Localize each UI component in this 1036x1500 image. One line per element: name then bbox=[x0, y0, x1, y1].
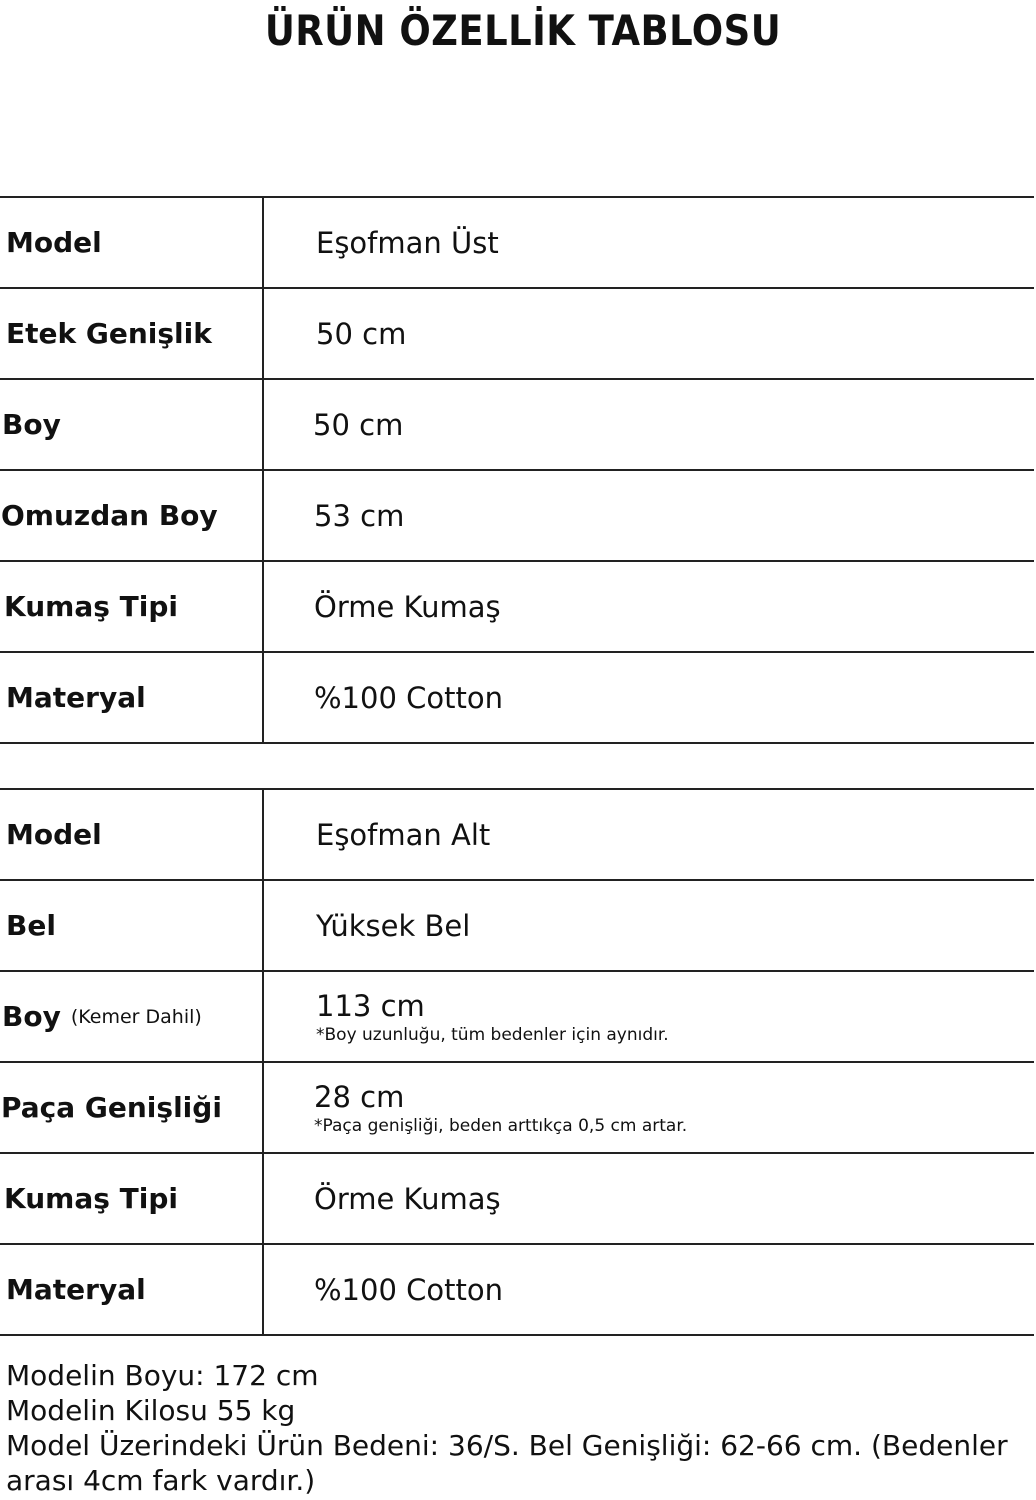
model-size: Model Üzerindeki Ürün Bedeni: 36/S. Bel Genişliği: 62-66 cm. (Bedenler arası 4cm fark vardır.) bbox=[6, 1429, 1008, 1497]
model-weight: Modelin Kilosu 55 kg bbox=[6, 1394, 296, 1427]
spec-row-paca-genisligi bbox=[0, 1063, 1034, 1154]
spec-row-bel bbox=[0, 881, 1034, 972]
spec-value: 53 cm bbox=[314, 498, 405, 533]
spec-value: 28 cm *Paça genişliği, beden arttıkça 0,5 cm artar. bbox=[314, 1079, 688, 1136]
spec-row-model bbox=[0, 198, 1034, 289]
spec-value: 50 cm bbox=[313, 407, 404, 442]
top-spec-table bbox=[0, 196, 1034, 744]
spec-label: Kumaş Tipi bbox=[4, 590, 178, 623]
column-divider bbox=[262, 289, 264, 378]
spec-label: Materyal bbox=[6, 681, 146, 714]
spec-note: *Paça genişliği, beden arttıkça 0,5 cm artar. bbox=[314, 1115, 688, 1136]
column-divider bbox=[262, 653, 264, 742]
spec-row-boy bbox=[0, 380, 1034, 471]
spec-label: Omuzdan Boy bbox=[1, 499, 218, 532]
spec-label: Bel bbox=[6, 909, 56, 942]
column-divider bbox=[262, 790, 264, 879]
spec-label: Boy bbox=[2, 408, 61, 441]
spec-label: Model bbox=[6, 226, 102, 259]
spec-label: Kumaş Tipi bbox=[4, 1182, 178, 1215]
spec-row-omuzdan-boy bbox=[0, 471, 1034, 562]
model-info bbox=[6, 1358, 1026, 1498]
spec-value: Eşofman Alt bbox=[316, 817, 491, 852]
column-divider bbox=[262, 562, 264, 651]
spec-value: Yüksek Bel bbox=[316, 908, 471, 943]
spec-row-kumas-tipi bbox=[0, 562, 1034, 653]
spec-value: %100 Cotton bbox=[314, 1272, 503, 1307]
spec-row-model bbox=[0, 790, 1034, 881]
page-title: ÜRÜN ÖZELLİK TABLOSU bbox=[264, 6, 782, 55]
spec-row-materyal bbox=[0, 653, 1034, 744]
spec-value: Örme Kumaş bbox=[314, 1181, 501, 1216]
column-divider bbox=[262, 881, 264, 970]
spec-row-materyal bbox=[0, 1245, 1034, 1336]
spec-row-boy bbox=[0, 972, 1034, 1063]
spec-value: 113 cm *Boy uzunluğu, tüm bedenler için aynıdır. bbox=[316, 988, 669, 1045]
column-divider bbox=[262, 1154, 264, 1243]
spec-label: Model bbox=[6, 818, 102, 851]
column-divider bbox=[262, 198, 264, 287]
column-divider bbox=[262, 1063, 264, 1152]
spec-row-kumas-tipi bbox=[0, 1154, 1034, 1245]
model-height: Modelin Boyu: 172 cm bbox=[6, 1359, 319, 1392]
spec-value: Eşofman Üst bbox=[316, 225, 499, 260]
spec-value: Örme Kumaş bbox=[314, 589, 501, 624]
spec-label: Materyal bbox=[6, 1273, 146, 1306]
spec-value: 50 cm bbox=[316, 316, 407, 351]
spec-label: Boy (Kemer Dahil) bbox=[2, 1000, 202, 1033]
spec-label: Etek Genişlik bbox=[6, 317, 212, 350]
spec-row-etek-genislik bbox=[0, 289, 1034, 380]
column-divider bbox=[262, 972, 264, 1061]
spec-sublabel: (Kemer Dahil) bbox=[70, 1005, 202, 1028]
bottom-spec-table bbox=[0, 788, 1034, 1336]
column-divider bbox=[262, 380, 264, 469]
spec-note: *Boy uzunluğu, tüm bedenler için aynıdır. bbox=[316, 1024, 669, 1045]
spec-label: Paça Genişliği bbox=[1, 1091, 222, 1124]
column-divider bbox=[262, 471, 264, 560]
column-divider bbox=[262, 1245, 264, 1334]
spec-value: %100 Cotton bbox=[314, 680, 503, 715]
